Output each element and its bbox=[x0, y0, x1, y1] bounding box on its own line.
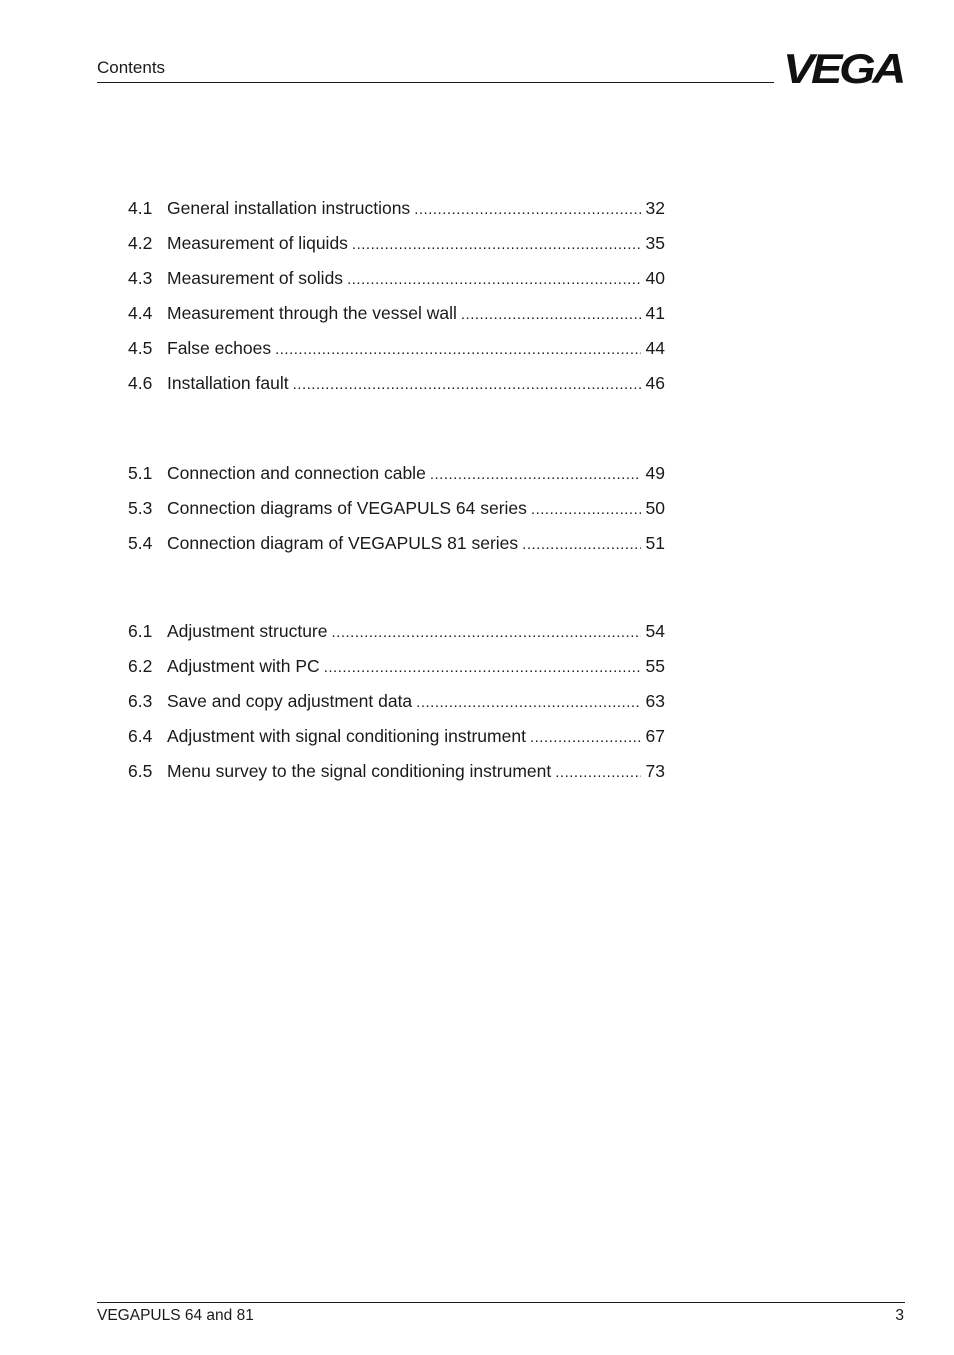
toc-entry-number: 6.5 bbox=[128, 761, 153, 781]
toc-entry[interactable] bbox=[128, 233, 665, 268]
toc-entry-title: Installation fault bbox=[167, 373, 289, 393]
toc-entry-page: 55 bbox=[645, 656, 665, 676]
toc-leader-dots bbox=[531, 500, 641, 520]
toc-entry[interactable] bbox=[128, 621, 665, 656]
toc-entry-page: 32 bbox=[645, 198, 665, 218]
toc-entry-number: 6.3 bbox=[128, 691, 153, 711]
toc-entry-page: 46 bbox=[645, 373, 665, 393]
toc-leader-dots bbox=[461, 305, 641, 325]
toc-entry[interactable] bbox=[128, 498, 665, 533]
toc-entry-page: 35 bbox=[645, 233, 665, 253]
toc-leader-dots bbox=[416, 693, 640, 713]
toc-entry-number: 6.2 bbox=[128, 656, 153, 676]
toc-entry-page: 44 bbox=[645, 338, 665, 358]
toc-entry-title: False echoes bbox=[167, 338, 272, 358]
header-divider bbox=[97, 82, 774, 83]
toc-entry-title: Measurement through the vessel wall bbox=[167, 303, 457, 323]
toc-entry-number: 6.4 bbox=[128, 726, 153, 746]
toc-entry[interactable] bbox=[128, 338, 665, 373]
toc-entry-title: General installation instructions bbox=[167, 198, 411, 218]
toc-entry-page: 41 bbox=[645, 303, 665, 323]
toc-leader-dots bbox=[347, 270, 640, 290]
toc-entry-title: Menu survey to the signal conditioning instrument bbox=[167, 761, 552, 781]
toc-entry-number: 5.1 bbox=[128, 463, 153, 483]
toc-entry-title: Adjustment with signal conditioning instrument bbox=[167, 726, 526, 746]
toc-entry-number: 4.4 bbox=[128, 303, 153, 323]
toc-leader-dots bbox=[275, 340, 640, 360]
toc-leader-dots bbox=[555, 763, 640, 783]
toc-entry-page: 51 bbox=[645, 533, 665, 553]
toc-entry-number: 4.3 bbox=[128, 268, 153, 288]
toc-entry-number: 4.6 bbox=[128, 373, 153, 393]
toc-entry-title: Adjustment with PC bbox=[167, 656, 320, 676]
logo-text: VEGA bbox=[783, 50, 904, 86]
toc-leader-dots bbox=[324, 658, 641, 678]
toc-entry[interactable] bbox=[128, 761, 665, 796]
toc-entry-number: 5.3 bbox=[128, 498, 153, 518]
toc-entry-title: Connection diagram of VEGAPULS 81 series bbox=[167, 533, 519, 553]
toc-entry-page: 50 bbox=[645, 498, 665, 518]
toc-entry-page: 49 bbox=[645, 463, 665, 483]
toc-entry-title: Measurement of solids bbox=[167, 268, 344, 288]
footer-page-number: 3 bbox=[895, 1307, 904, 1324]
footer-product-name: VEGAPULS 64 and 81 bbox=[97, 1307, 254, 1324]
toc-entry-title: Connection diagrams of VEGAPULS 64 series bbox=[167, 498, 527, 518]
toc-leader-dots bbox=[414, 200, 640, 220]
toc-section-6 bbox=[128, 621, 665, 796]
toc-entry-title: Measurement of liquids bbox=[167, 233, 348, 253]
toc-section-5 bbox=[128, 463, 665, 568]
toc-leader-dots bbox=[293, 375, 641, 395]
toc-entry-title: Adjustment structure bbox=[167, 621, 328, 641]
page-title: Contents bbox=[97, 58, 166, 77]
toc-leader-dots bbox=[331, 623, 640, 643]
toc-entry[interactable] bbox=[128, 198, 665, 233]
toc-leader-dots bbox=[430, 465, 641, 485]
toc-entry-page: 40 bbox=[645, 268, 665, 288]
toc-entry[interactable] bbox=[128, 303, 665, 338]
toc-entry-number: 5.4 bbox=[128, 533, 153, 553]
toc-entry-title: Connection and connection cable bbox=[167, 463, 426, 483]
toc-entry-number: 6.1 bbox=[128, 621, 153, 641]
toc-entry-page: 67 bbox=[645, 726, 665, 746]
toc-leader-dots bbox=[522, 535, 640, 555]
toc-entry[interactable] bbox=[128, 726, 665, 761]
toc-entry[interactable] bbox=[128, 533, 665, 568]
toc-section-4 bbox=[128, 198, 665, 408]
toc-entry[interactable] bbox=[128, 268, 665, 303]
footer-divider bbox=[97, 1302, 905, 1303]
toc-entry[interactable] bbox=[128, 656, 665, 691]
toc-entry-title: Save and copy adjustment data bbox=[167, 691, 413, 711]
toc-entry-number: 4.1 bbox=[128, 198, 153, 218]
toc-entry-number: 4.5 bbox=[128, 338, 153, 358]
vega-logo bbox=[783, 50, 905, 86]
toc-entry-page: 73 bbox=[645, 761, 665, 781]
toc-entry-number: 4.2 bbox=[128, 233, 153, 253]
toc-leader-dots bbox=[352, 235, 641, 255]
toc-entry[interactable] bbox=[128, 373, 665, 408]
toc-entry-page: 63 bbox=[645, 691, 665, 711]
toc-entry[interactable] bbox=[128, 691, 665, 726]
toc-entry[interactable] bbox=[128, 463, 665, 498]
toc-entry-page: 54 bbox=[645, 621, 665, 641]
toc-leader-dots bbox=[530, 728, 641, 748]
